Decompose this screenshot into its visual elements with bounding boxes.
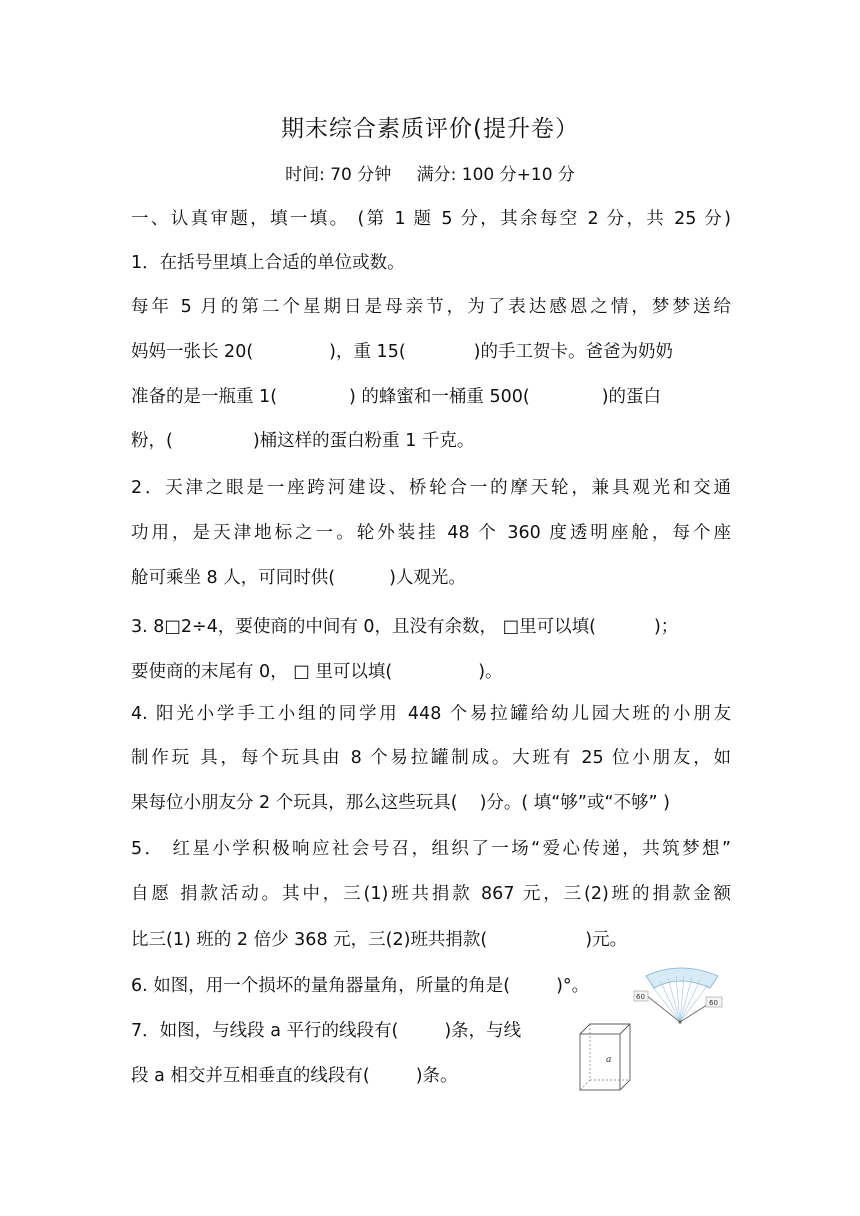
segment-a-label: a [606, 1055, 612, 1065]
q2-line-2: 功用，是天津地标之一。轮外装挂 48 个 360 度透明座舱，每个座 [131, 523, 731, 543]
q1-line-3 [131, 339, 731, 365]
q4-line-2: 制作玩 具，每个玩具由 8 个易拉罐制成。大班有 25 位小朋友，如 [131, 748, 731, 768]
q3-line-2 [131, 659, 731, 685]
q1-line-5b: )桶这样的蛋白粉重 1 千克。 [252, 431, 475, 451]
q1-line-3a: 妈妈一张长 20( [131, 342, 254, 362]
q1-line-1: 1．在括号里填上合适的单位或数。 [131, 253, 405, 273]
q2-line-3 [131, 565, 731, 591]
page-title: 期末综合素质评价(提升卷） [281, 116, 579, 142]
section-heading: 一、认真审题，填一填。 (第 1 题 5 分，其余每空 2 分，共 25 分) [131, 209, 731, 229]
q2-line-3b: )人观光。 [389, 568, 466, 588]
exam-time: 时间: 70 分钟 [285, 165, 392, 185]
protractor-label-left: 60 [636, 993, 645, 1001]
q7-line-1a: 7．如图，与线段 a 平行的线段有( [131, 1021, 399, 1041]
q4-line-3b: )分。( 填“够”或“不够” ) [479, 793, 670, 813]
q4-line-1: 4. 阳光小学手工小组的同学用 448 个易拉罐给幼儿园大班的小朋友 [131, 704, 731, 724]
q3-line-1a: 3. 8□2÷4，要使商的中间有 0，且没有余数， □里可以填( [131, 617, 596, 637]
exam-score: 满分: 100 分+10 分 [416, 165, 575, 185]
q1-line-2: 每年 5 月的第二个星期日是母亲节，为了表达感恩之情，梦梦送给 [131, 297, 731, 317]
q7-line-2a: 段 a 相交并互相垂直的线段有( [131, 1066, 370, 1086]
protractor-label-right: 60 [709, 999, 718, 1007]
q4-line-3 [131, 790, 731, 816]
q4-line-3a: 果每位小朋友分 2 个玩具，那么这些玩具( [131, 793, 458, 813]
q7-line-1b: )条，与线 [444, 1021, 522, 1041]
cuboid-figure [577, 1020, 633, 1092]
q6-line-1b: )°。 [556, 976, 590, 996]
q3-line-1 [131, 614, 731, 640]
q1-line-5a: 粉，( [131, 431, 173, 451]
q3-line-1b: )； [653, 617, 679, 637]
exam-info [0, 160, 860, 185]
q6-line-1a: 6. 如图，用一个损坏的量角器量角，所量的角是( [131, 976, 511, 996]
q5-line-3a: 比三(1) 班的 2 倍少 368 元，三(2)班共捐款( [131, 930, 488, 950]
q1-line-5 [131, 428, 731, 454]
q7-line-2b: )条。 [415, 1066, 458, 1086]
q7-line-2 [131, 1063, 571, 1089]
q1-line-4b: ) 的蜂蜜和一桶重 500( [349, 387, 530, 407]
q5-line-2: 自愿 捐款活动。其中，三(1)班共捐款 867 元，三(2)班的捐款金额 [131, 884, 731, 904]
q5-line-3 [131, 927, 731, 953]
q5-line-3b: )元。 [585, 930, 628, 950]
q1-line-4a: 准备的是一瓶重 1( [131, 387, 278, 407]
q2-line-1: 2．天津之眼是一座跨河建设、桥轮合一的摩天轮，兼具观光和交通 [131, 478, 731, 498]
q7-line-1 [131, 1018, 571, 1044]
q3-line-2a: 要使商的末尾有 0， □ 里可以填( [131, 662, 393, 682]
broken-protractor-figure [630, 962, 730, 1032]
q1-line-4c: )的蛋白 [601, 387, 662, 407]
q1-line-4 [131, 384, 731, 410]
q1-line-3c: )的手工贺卡。爸爸为奶奶 [473, 342, 673, 362]
q2-line-3a: 舱可乘坐 8 人，可同时供( [131, 568, 336, 588]
q1-line-3b: )，重 15( [329, 342, 406, 362]
q5-line-1: 5． 红星小学积极响应社会号召，组织了一场“爱心传递，共筑梦想” [131, 839, 731, 859]
q3-line-2b: )。 [478, 662, 503, 682]
